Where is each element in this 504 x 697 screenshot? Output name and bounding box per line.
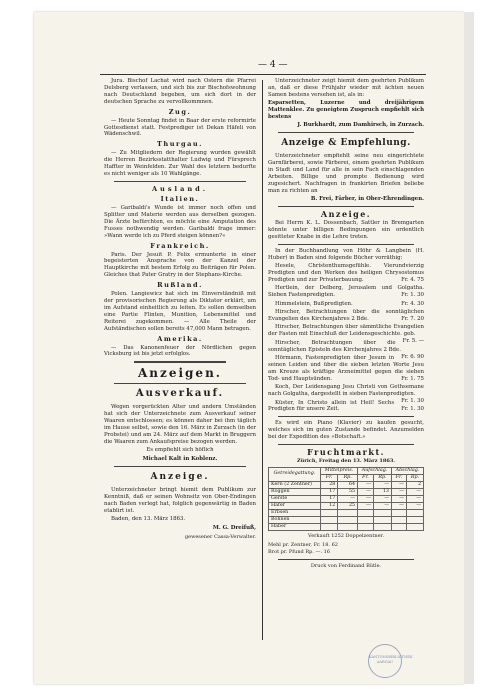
book-entry — [268, 309, 424, 323]
buchhandlung-intro: In der Buchhandlung von Höhr & Langbein (H. Huber) in Baden sind folgende Bücher vorräthig: — [268, 247, 424, 261]
empfehlung-heading: Anzeige & Empfehlung. — [281, 138, 411, 149]
jura-news: Jura. Bischof Lachat wird nach Ostern die Pfarrei Delsberg verlassen, und sich bis zur Bischofswohnung nach Deutschland begeben, um sich dort in der deutschen Sprache zu vervollkommnen. — [104, 78, 256, 105]
section-rule — [114, 466, 246, 467]
amerika-news: — Das Kanonenfeuer der Nördlichen gegen Vicksburg ist bis jetzt erfolglos. — [104, 344, 256, 358]
page-number: — 4 — — [258, 60, 288, 70]
empfehlung-text: Unterzeichneter empfiehlt seine neu eingerichtete Garnfärberei, sowie Färberei, einem geehrten Publikum in Stadt und Land für alle in sein Fach einschlagenden Arbeiten. Billige und prompte Bedienung wird zugesichert. Nachfragen in frankirten Briefen beliebe man zu richten an — [268, 153, 424, 194]
verkauf-total: Verkauft 1252 Doppelzentner. — [308, 532, 384, 539]
table-cell: — — [391, 495, 406, 502]
anzeige-dreifuss-text: Unterzeichneter bringt hiemit dem Publikum zur Kenntniß, daß er seinen Wohnsitz von Ober-Endingen nach Baden verlegt hat, folglich gegenwärtig in Baden etablirt ist. — [104, 487, 256, 514]
page-margin — [464, 12, 474, 684]
table-cell: — — [391, 502, 406, 509]
table-cell: 12 — [320, 502, 337, 509]
column-header: Aufschlag. — [358, 467, 392, 474]
table-row — [269, 516, 424, 523]
table-cell: — — [391, 481, 406, 488]
table-cell: — — [373, 495, 391, 502]
fruchtmarkt-table — [268, 467, 424, 531]
right-column — [268, 78, 424, 572]
book-entry — [268, 301, 424, 308]
table-cell: Bohnen — [269, 516, 321, 523]
frankreich-heading: Frankreich. — [150, 241, 210, 250]
book-title: Himmelstein, Bußpredigten. — [275, 300, 353, 307]
brot-price: Brot pr. Pfund Rp. —. 16 — [268, 548, 331, 555]
italien-news: — Garibaldi's Wunde ist immer noch offen und Splitter und Materie werden aus derselben gezogen. Die Ärzte befürchten, es möchte eine Amputation des Fusses nothwendig werden. Garibaldi frage immer: »Wann werde ich zu Pferd steigen können?« — [104, 204, 256, 239]
book-entry — [268, 285, 424, 299]
book-price: Fr. 4. 30 — [401, 300, 424, 307]
table-cell — [373, 516, 391, 523]
table-cell: 55 — [338, 488, 358, 495]
anzeige-dreifuss-date: Baden, den 13. März 1863. — [111, 516, 186, 523]
section-rule — [278, 244, 414, 245]
saat-text: Unterzeichneter zeigt hiemit dem geehrten Publikum an, daß er diese Frühjahr wieder mit ächten neuen Samen bestens versehen ist, als in: — [268, 78, 424, 98]
section-rule — [114, 383, 246, 384]
table-cell — [406, 516, 423, 523]
section-rule — [278, 206, 414, 207]
table-cell: — — [338, 495, 358, 502]
table-cell: — — [406, 502, 423, 509]
table-row — [269, 523, 424, 530]
ausverkauf-text: Wegen vorgerückten Alter und andern Umständen hat sich der Unterzeichnete zum Ausverkauf seiner Waaren entschlossen; es können daher bei ihm täglich im Hause selbst, sowie den 16. März in Zurzach (in der Probstei) und am 24. März auf dem Markt in Bruggern die Waaren zum Ankaufspreise bezogen werden. — [104, 404, 256, 445]
thurgau-news: — Zu Mitgliedern der Regierung wurden gewählt die Herren Bezirksstatthalter Ludwig und Fürsprech Haffter in Weinfelden. Zur Wahl des letztern bedurfte es nicht weniger als 10 Wahlgänge. — [104, 150, 256, 178]
table-cell: 13 — [373, 488, 391, 495]
book-price: Fr. 1. 30 — [401, 292, 424, 299]
table-cell: 17 — [320, 495, 337, 502]
table-cell: 17 — [320, 488, 337, 495]
section-rule — [114, 181, 246, 182]
russland-news: Polen. Langiewicz hat sich im Einverständniß mit der provisorischen Regierung als Diktator erklärt, um im Aufstand einheitlich zu leiten. Es sollen demselben eine Partie Flinten, Munition, Lebensmittel und Reiterei zugekommen. — Alle Theile der Aufständischen sollen bereits 47,000 Mann betragen. — [104, 291, 256, 332]
table-cell — [320, 509, 337, 516]
table-cell: 64 — [338, 481, 358, 488]
ausverkauf-signature: Michael Kalt in Koblenz. — [142, 456, 218, 463]
printer-credit: Druck von Ferdinand Bütle. — [310, 562, 382, 569]
frankreich-news: Paris. Der Jesuit P. Felix ermunterte in einer begeisterten Ansprache von der Kanzel der Hauptkirche mit bestem Erfolg zu Beiträgen für Polen. Gleiches that Pater Gratry in der Stephans-Kirche. — [104, 251, 256, 279]
section-rule — [278, 416, 414, 417]
table-cell — [358, 516, 374, 523]
library-stamp: KANTONSBIBLIOTHEK AARGAU — [368, 644, 402, 678]
table-cell: Erbsen — [269, 509, 321, 516]
section-rule — [278, 132, 414, 133]
section-rule — [278, 559, 414, 560]
book-title: Hertlein, der Delberg, Jerusalem und Golgatha. Sieben Fastenpredigten. — [268, 285, 424, 299]
column-header: Abschlag. — [391, 467, 423, 474]
anzeige-dossenbach-text: Bei Herrn K. L. Dossenbach, Sattler in Bremgarten könnte unter billigen Bedingungen ein ordentlich gesitteter Knabe in die Lehre treten. — [268, 220, 424, 240]
table-cell: — — [406, 488, 423, 495]
table-cell — [391, 516, 406, 523]
book-list — [268, 263, 424, 413]
book-title: Koch, Der Leidensgang Jesu Christi von Gethsemane nach Golgatha, dargestellt in sieben Fastenpredigten. — [268, 384, 424, 398]
table-cell: Hafer — [269, 502, 321, 509]
table-cell — [338, 516, 358, 523]
table-cell — [406, 523, 423, 530]
book-price: Fr. 4. 75 — [401, 277, 424, 284]
book-price: Fr. 6. 90 — [401, 353, 424, 360]
table-row — [269, 509, 424, 516]
table-row — [269, 481, 424, 488]
table-cell: — — [358, 488, 374, 495]
section-rule — [134, 361, 226, 363]
table-cell: — — [358, 481, 374, 488]
amerika-heading: Amerika. — [157, 334, 203, 343]
table-cell: Roggen — [269, 488, 321, 495]
column-subheader: Fr. — [358, 474, 374, 481]
book-title: Hirscher, Betrachtungen über die sonntäglichen Episteln des Kirchenjahres 2 Bde. — [268, 339, 401, 353]
italien-heading: Italien. — [160, 194, 200, 203]
russland-heading: Rußland. — [157, 281, 203, 290]
fruchtmarkt-heading: Fruchtmarkt. — [307, 447, 385, 458]
book-entry — [268, 263, 424, 284]
table-cell: 25 — [338, 502, 358, 509]
table-cell — [391, 523, 406, 530]
column-subheader: Fr. — [320, 474, 337, 481]
anzeige-heading: Anzeige. — [150, 472, 210, 483]
table-cell: — — [373, 502, 391, 509]
book-title: Hirscher, Betrachtungen über sämmtliche Evangelien der Fasten mit Einschluß der Leidensgeschichte. geb. — [268, 324, 424, 338]
table-cell: — — [391, 488, 406, 495]
fruchtmarkt-date: Zürich, Freitag den 13. März 1863. — [296, 458, 396, 465]
table-cell — [320, 523, 337, 530]
zug-heading: Zug. — [168, 107, 192, 116]
column-subheader: Rp. — [338, 474, 358, 481]
zug-news: — Heute Sonntag findet in Baar der erste reformirte Gottesdienst statt. Festprediger ist Dekan Häfeli von Wädenschwil. — [104, 117, 256, 138]
mehl-price: Mehl pr. Zentner, Fr. 18. 62 — [268, 541, 338, 548]
table-row — [269, 488, 424, 495]
ausland-heading: Ausland. — [151, 184, 209, 193]
column-divider — [262, 80, 263, 640]
table-cell — [338, 509, 358, 516]
table-cell: 28 — [320, 481, 337, 488]
table-cell — [391, 509, 406, 516]
piano-text: Es wird ein Piano (Klavier) zu kaufen gesucht, welches sich im guten Zustande befindet. Anzumelden bei der Expedition des »Botschaft.« — [268, 420, 424, 441]
table-cell: — — [358, 495, 374, 502]
empfehlung-signature: B. Frei, Färber, in Ober-Ehrendingen. — [310, 196, 424, 203]
ausverkauf-close: Es empfiehlt sich höflich — [146, 447, 214, 454]
column-header: Getreidegattung. — [269, 467, 321, 481]
table-cell — [320, 516, 337, 523]
table-row — [269, 495, 424, 502]
book-price: Fr. 1. 30 — [401, 406, 424, 413]
table-cell: Haber — [269, 523, 321, 530]
anzeigen-heading: Anzeigen. — [138, 366, 222, 381]
table-cell — [373, 523, 391, 530]
table-cell — [358, 523, 374, 530]
anzeige-dreifuss-role: gewesener Cassa-Verwalter. — [184, 533, 256, 540]
table-cell: 2 — [406, 481, 423, 488]
book-title: Hirscher, Betrachtungen über die sonntäglichen Evangelien des Kirchenjahres 2 Bde. — [268, 309, 424, 323]
header-rule — [100, 74, 426, 75]
book-title: Hesele, Christenthumsgefühle. Vierundvierzig Predigten und den Werken des heiligen Chrysostomus Predigten und zur Privaterbauung. — [268, 263, 424, 284]
ausverkauf-heading: Ausverkauf. — [135, 388, 225, 400]
table-cell: — — [358, 502, 374, 509]
table-cell: Kern (2 Zentner) — [269, 481, 321, 488]
thurgau-heading: Thurgau. — [157, 140, 203, 149]
column-subheader: Fr. — [391, 474, 406, 481]
book-entry — [268, 384, 424, 405]
section-rule — [278, 444, 414, 445]
table-row — [269, 502, 424, 509]
saat-signature: J. Burkhardt, zum Damhirsch, in Zurzach. — [297, 122, 424, 129]
column-header: Mittelpreis. — [320, 467, 357, 474]
saat-items: Esparsetten, Luzerne und dreijährigem Mattenklee. Zu geneigtem Zuspruch empfiehlt sich bestens — [268, 100, 424, 121]
anzeige-dreifuss-signature: M. G. Dreifuß, — [212, 524, 256, 531]
table-cell: Gerste — [269, 495, 321, 502]
table-header-row — [269, 467, 424, 474]
anzeige-heading: Anzeige. — [320, 209, 372, 220]
book-price: Fr. 7. 20 — [401, 316, 424, 323]
column-subheader: Rp. — [373, 474, 391, 481]
book-entry — [268, 324, 424, 345]
book-title: Küster, In Christo allein ist Heil! Sechs Predigten für unsere Zeit. — [268, 399, 395, 413]
table-cell — [406, 509, 423, 516]
book-title: Hörmann, Fastenpredigten über Jesum in seinen Leiden und über die sieben letzten Worte Jesu am Kreuze als kräftige Arzneimittel gegen die sieben Tod- und Hauptsünden. — [268, 355, 424, 382]
table-cell: — — [406, 495, 423, 502]
left-column — [104, 78, 256, 542]
column-subheader: Rp. — [406, 474, 423, 481]
book-price: Fr. 5. — — [402, 338, 424, 345]
book-price: Fr. 1. 75 — [401, 375, 424, 382]
table-cell — [358, 509, 374, 516]
table-cell: — — [373, 481, 391, 488]
book-price: Fr. 1. 30 — [401, 398, 424, 405]
table-cell — [338, 523, 358, 530]
table-cell — [373, 509, 391, 516]
